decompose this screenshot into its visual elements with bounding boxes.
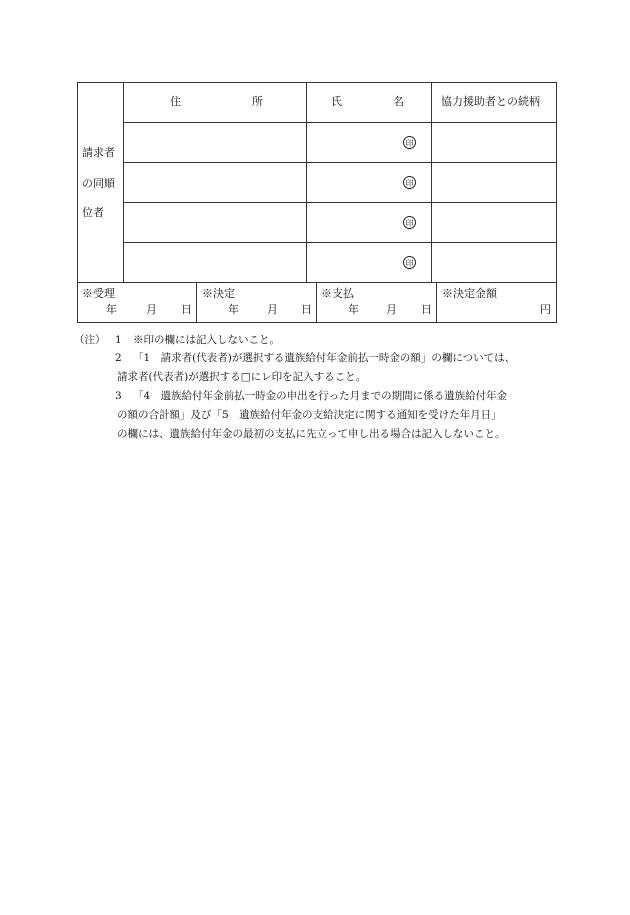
decision-day: 日 xyxy=(301,303,312,316)
decision-label: ※決定 xyxy=(202,287,235,300)
payment-day: 日 xyxy=(421,303,432,316)
receipt-year: 年 xyxy=(106,303,117,316)
footer-divider xyxy=(77,282,557,283)
footer-col-2 xyxy=(316,282,317,322)
note-3-line-3: の欄には、遺族給付年金の最初の支払に先立って申し出る場合は記入しないこと。 xyxy=(117,428,506,440)
group-label-line-3: 位者 xyxy=(82,206,104,219)
table-border-top xyxy=(77,82,557,83)
payment-label: ※支払 xyxy=(321,287,354,300)
receipt-day: 日 xyxy=(181,303,192,316)
row-divider-2 xyxy=(123,162,557,163)
note-3-number: 3 xyxy=(115,390,122,402)
row-divider-4 xyxy=(123,242,557,243)
seal-icon: 印 xyxy=(403,216,416,229)
note-2-line-2: 請求者(代表者)が選択する□にレ印を記入すること。 xyxy=(117,371,367,383)
header-address-b: 所 xyxy=(252,95,263,108)
amount-label: ※決定金額 xyxy=(442,287,497,300)
receipt-label: ※受理 xyxy=(82,287,115,300)
note-1-line-1: ※印の欄には記入しないこと。 xyxy=(133,334,280,346)
decision-month: 月 xyxy=(267,303,278,316)
seal-icon: 印 xyxy=(403,256,416,269)
seal-icon: 印 xyxy=(403,176,416,189)
note-2-number: 2 xyxy=(115,352,122,364)
decision-year: 年 xyxy=(228,303,239,316)
row-divider-1 xyxy=(123,122,557,123)
header-relation: 協力援助者との続柄 xyxy=(441,95,540,108)
table-border-bottom xyxy=(77,322,557,323)
table-border-left xyxy=(77,82,78,323)
row-divider-3 xyxy=(123,202,557,203)
header-name-b: 名 xyxy=(393,95,404,108)
group-label-line-1: 請求者 xyxy=(82,146,115,159)
seal-icon: 印 xyxy=(403,136,416,149)
footer-col-3 xyxy=(436,282,437,322)
group-label-line-2: の同順 xyxy=(82,177,115,190)
note-3-line-1: 「4 遺族給付年金前払一時金の申出を行った月までの期間に係る遺族給付年金 xyxy=(133,390,508,402)
payment-month: 月 xyxy=(386,303,397,316)
amount-unit: 円 xyxy=(540,303,551,316)
footer-col-1 xyxy=(196,282,197,322)
note-2-line-1: 「1 請求者(代表者)が選択する遺族給付年金前払一時金の額」の欄については、 xyxy=(133,352,516,364)
payment-year: 年 xyxy=(348,303,359,316)
receipt-month: 月 xyxy=(146,303,157,316)
col-divider-1 xyxy=(123,82,124,282)
notes-prefix: （注） xyxy=(74,334,106,346)
header-name-a: 氏 xyxy=(331,95,342,108)
note-1-number: 1 xyxy=(115,334,122,346)
note-3-line-2: の額の合計額」及び「5 遺族給付年金の支給決定に関する通知を受けた年月日」 xyxy=(117,409,502,421)
col-divider-2 xyxy=(306,82,307,282)
header-address-a: 住 xyxy=(170,95,181,108)
col-divider-3 xyxy=(431,82,432,282)
